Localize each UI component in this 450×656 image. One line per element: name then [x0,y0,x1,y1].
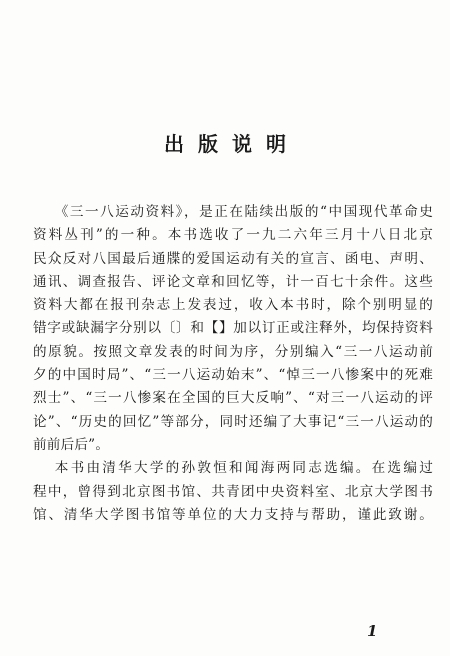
page-title: 出版说明 [164,132,300,156]
text-line: 本书由清华大学的孙敦恒和闻海两同志选编。在选编过 [54,460,433,477]
text-line: 程中，曾得到北京图书馆、共青团中央资料室、北京大学图书 [33,483,433,500]
text-line: 资料大都在报刊杂志上发表过，收入本书时，除个别明显的 [33,297,433,314]
text-line: 民众反对八国最后通牒的爱国运动有关的宣言、函电、声明、 [33,250,433,267]
page-number: 1 [367,622,378,640]
paragraph-1 [33,201,433,457]
text-line: 烈士”、“三一八惨案在全国的巨大反响”、“对三一八运动的评 [33,390,433,407]
text-line: 的原貌。按照文章发表的时间为序，分别编入“三一八运动前 [33,343,433,360]
text-line: 《三一八运动资料》，是正在陆续出版的“中国现代革命史 [54,204,433,220]
text-line: 夕的中国时局”、“三一八运动始末”、“悼三一八惨案中的死难 [33,367,433,384]
text-line: 前前后后”。 [33,436,110,453]
preface-body [33,201,433,527]
text-line: 资料丛刊”的一种。本书选收了一九二六年三月十八日北京 [33,227,433,244]
paragraph-2 [33,457,433,527]
text-line: 馆、清华大学图书馆等单位的大力支持与帮助，谨此致谢。 [33,506,433,523]
text-line: 通讯、调查报告、评论文章和回忆等，计一百七十余件。这些 [33,273,433,290]
text-line: 错字或缺漏字分别以〔〕和【】加以订正或注释外，均保持资料 [33,320,433,337]
text-line: 论”、“历史的回忆”等部分，同时还编了大事记“三一八运动的 [33,413,433,430]
